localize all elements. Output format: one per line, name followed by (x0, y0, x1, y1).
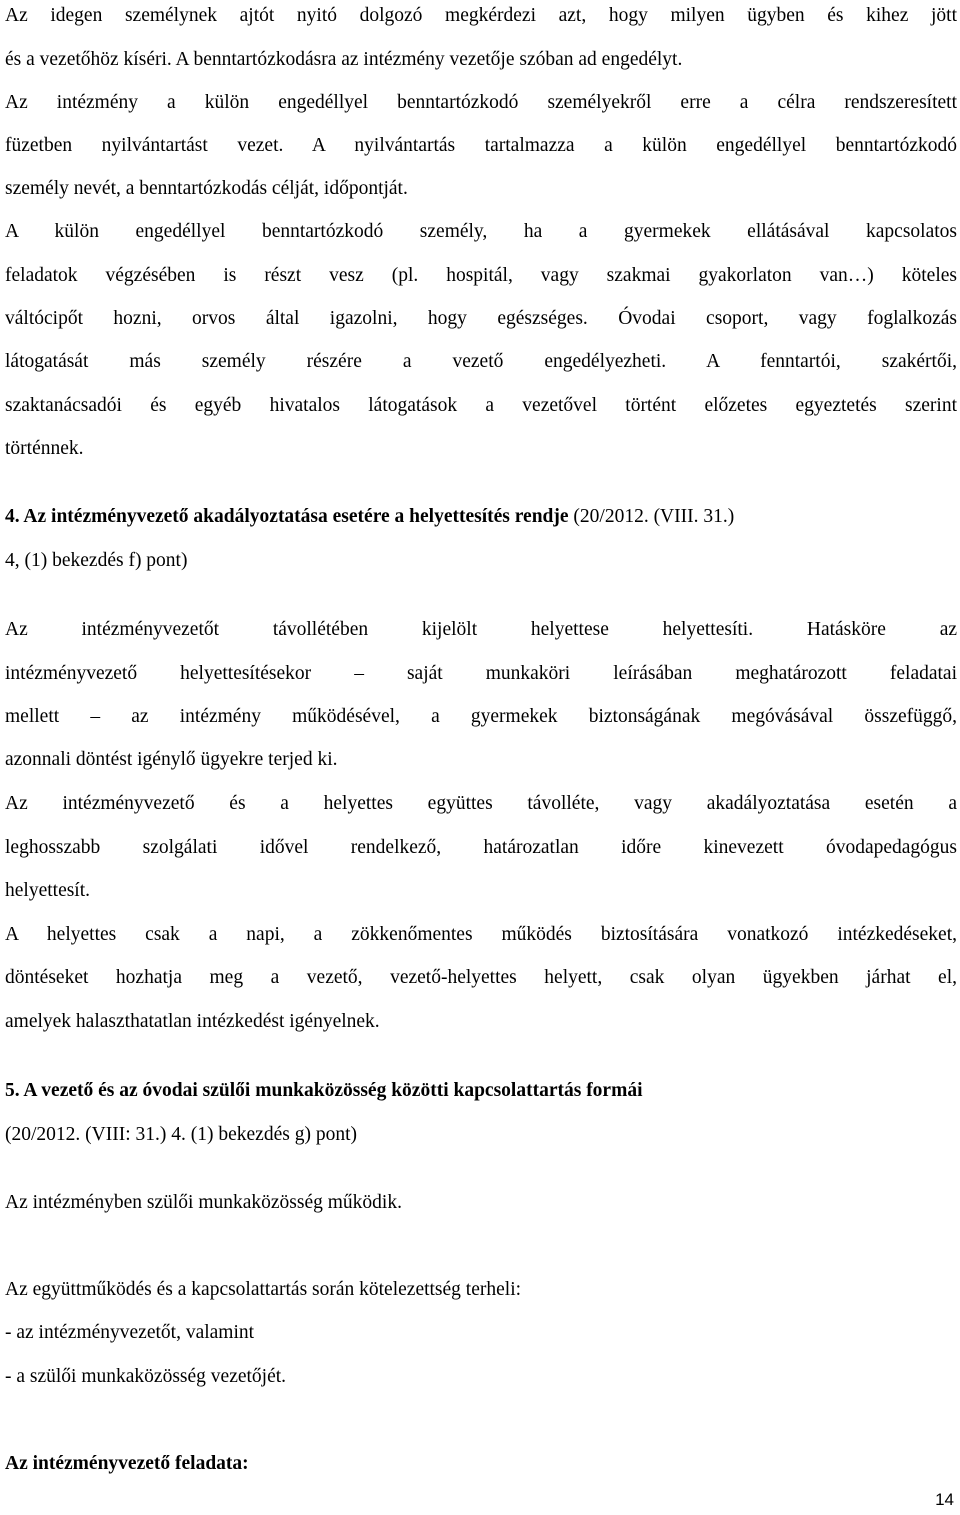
heading-reference-line: 4, (1) bekezdés f) pont) (5, 550, 188, 571)
text-line: Az intézményvezetőt távollétében kijelölt helyettese helyettesíti. Hatásköre az (5, 619, 957, 640)
heading-bold-text: 4. Az intézményvezető akadályoztatása esetére a helyettesítés rendje (5, 506, 569, 527)
page-number: 14 (935, 1490, 954, 1509)
text-line: A külön engedéllyel benntartózkodó személy, ha a gyermekek ellátásával kapcsolatos (5, 221, 957, 242)
heading-reference-line: (20/2012. (VIII: 31.) 4. (1) bekezdés g) pont) (5, 1124, 357, 1145)
section-heading-tasks (5, 1450, 957, 1478)
text-line: helyettesít. (5, 880, 91, 901)
text-line: azonnali döntést igénylő ügyekre terjed ki. (5, 749, 338, 770)
list-item: - az intézményvezetőt, valamint (5, 1322, 255, 1343)
text-line: váltócipőt hozni, orvos által igazolni, hogy egészséges. Óvodai csoport, vagy foglalkozás (5, 308, 957, 329)
text-line: személy nevét, a benntartózkodás célját, időpontját. (5, 178, 408, 199)
text-line: Az idegen személynek ajtót nyitó dolgozó megkérdezi azt, hogy milyen ügyben és kihez jött (5, 5, 957, 26)
text-line: A helyettes csak a napi, a zökkenőmentes működés biztosítására vonatkozó intézkedéseket, (5, 924, 957, 945)
heading-bold-text: Az intézményvezető feladata: (5, 1453, 249, 1474)
text-line: Az intézményvezető és a helyettes együttes távolléte, vagy akadályoztatása esetén a (5, 793, 957, 814)
text-line: leghosszabb szolgálati idővel rendelkező, határozatlan időre kinevezett óvodapedagógus (5, 837, 957, 858)
heading-reference: (20/2012. (VIII. 31.) (568, 506, 735, 527)
list-item: - a szülői munkaközösség vezetőjét. (5, 1366, 287, 1387)
heading-bold-text: 5. A vezető és az óvodai szülői munkaközösség közötti kapcsolattartás formái (5, 1080, 643, 1101)
heading-line (5, 503, 957, 531)
text-line: feladatok végzésében is részt vesz (pl. hospitál, vagy szakmai gyakorlaton van…) köteles (5, 265, 957, 286)
text-line: döntéseket hozhatja meg a vezető, vezető-helyettes helyett, csak olyan ügyekben járhat el, (5, 967, 957, 988)
text-line: mellett – az intézmény működésével, a gyermekek biztonságának megóvásával összefüggő, (5, 706, 957, 727)
text-line: intézményvezető helyettesítésekor – saját munkaköri leírásában meghatározott feladatai (5, 663, 957, 684)
paragraph-obligation-intro: Az együttműködés és a kapcsolattartás során kötelezettség terheli: (5, 1279, 522, 1300)
text-line: szaktanácsadói és egyéb hivatalos látogatások a vezetővel történt előzetes egyeztetés szerint (5, 395, 957, 416)
heading-line (5, 1077, 957, 1105)
text-line: történnek. (5, 438, 84, 459)
text-line: látogatását más személy részére a vezető engedélyezheti. A fenntartói, szakértői, (5, 351, 957, 372)
text-line: és a vezetőhöz kíséri. A benntartózkodásra az intézmény vezetője szóban ad engedélyt. (5, 49, 683, 70)
text-line: amelyek halaszthatatlan intézkedést igényelnek. (5, 1011, 380, 1032)
text-line: füzetben nyilvántartást vezet. A nyilvántartás tartalmazza a külön engedéllyel benntartózkodó (5, 135, 957, 156)
text-line: Az intézmény a külön engedéllyel benntartózkodó személyekről erre a célra rendszeresített (5, 92, 957, 113)
paragraph-parent-community: Az intézményben szülői munkaközösség működik. (5, 1192, 402, 1213)
